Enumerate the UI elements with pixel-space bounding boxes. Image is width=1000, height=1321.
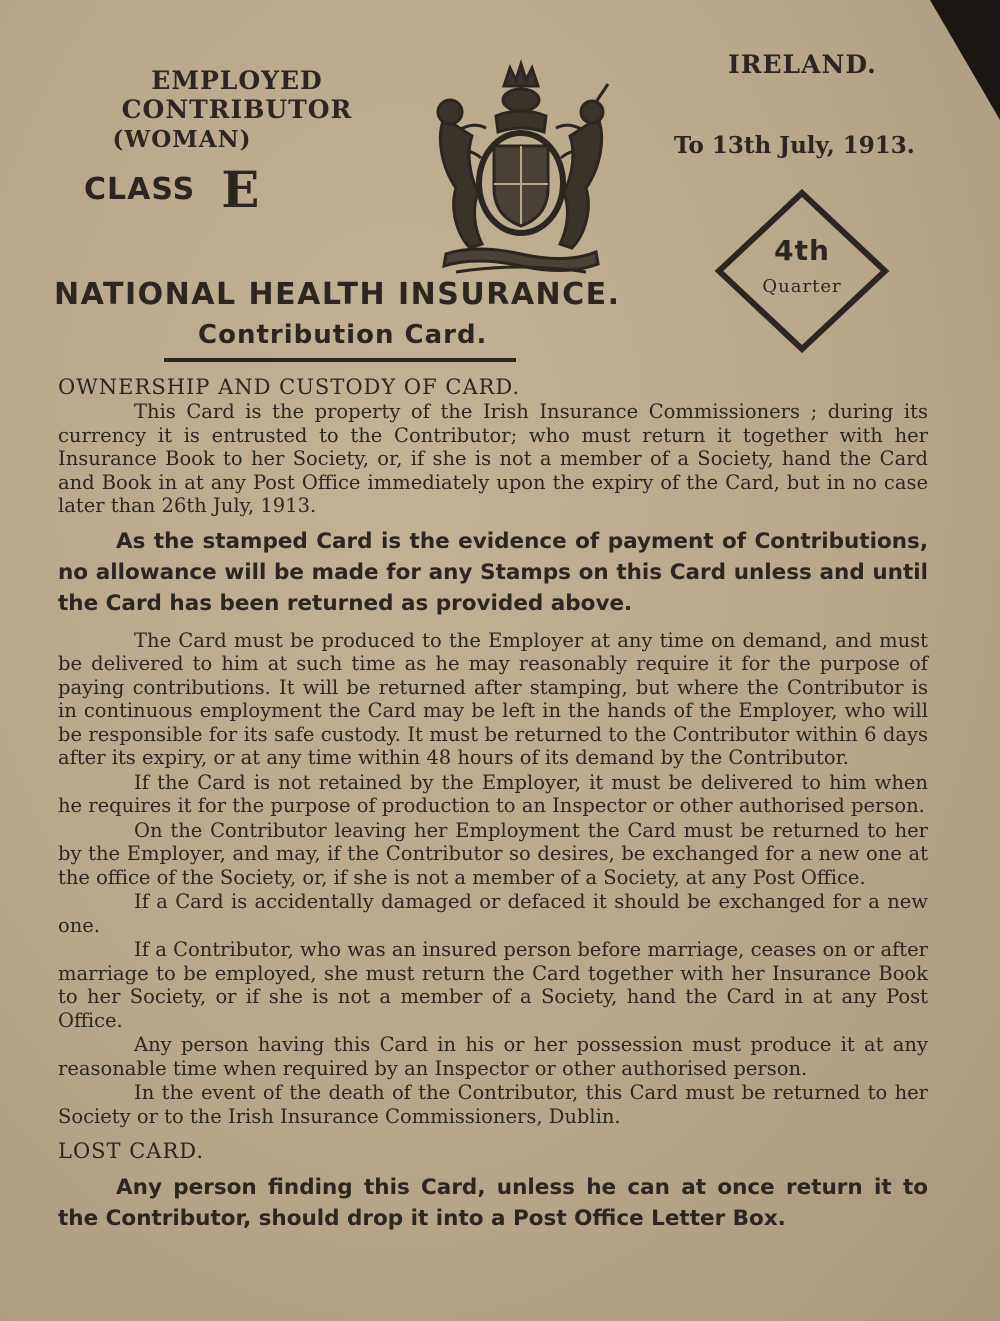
- ownership-heading: OWNERSHIP AND CUSTODY OF CARD.: [58, 375, 521, 399]
- contributor-type: [52, 66, 422, 153]
- card-subtitle: Contribution Card.: [198, 320, 488, 350]
- ownership-paragraph-6: If a Contributor, who was an insured person before marriage, ceases on or after marriage to be employed, she must return the Card together with her Insurance Book to her Society, or if she is not a member of a Society, hand the Card in at any Post Office.: [58, 938, 928, 1032]
- quarter-word: Quarter: [762, 276, 842, 297]
- ownership-paragraph-3: If the Card is not retained by the Employer, it must be delivered to him when he requires it for the purpose of production to an Inspector or other authorised person.: [58, 770, 928, 817]
- class-label: [84, 160, 259, 219]
- quarter-badge: [714, 188, 890, 354]
- ownership-paragraph-1: This Card is the property of the Irish Insurance Commissioners ; during its currency it is entrusted to the Contributor; who must return it together with her Insurance Book to her Society, or, if she is not a member of a Society, hand the Card and Book in at any Post Office immediately upon the expiry of the Card, but in no case later than 26th July, 1913.: [58, 400, 928, 517]
- royal-coat-of-arms-icon: [426, 58, 616, 278]
- lost-card-heading: LOST CARD.: [58, 1139, 205, 1163]
- ownership-paragraph-7: Any person having this Card in his or her possession must produce it at any reasonable time when required by an Inspector or other authorised person.: [58, 1033, 928, 1080]
- lost-card-notice: Any person finding this Card, unless he can at once return it to the Contributor, should drop it into a Post Office Letter Box.: [58, 1175, 928, 1231]
- validity-date: To 13th July, 1913.: [674, 132, 915, 159]
- torn-corner: [930, 0, 1000, 120]
- ownership-paragraph-8: In the event of the death of the Contributor, this Card must be returned to her Society or to the Irish Insurance Commissioners, Dublin.: [58, 1081, 928, 1128]
- ownership-paragraph-4: On the Contributor leaving her Employment the Card must be returned to her by the Employer, and may, if the Contributor so desires, be exchanged for a new one at the office of the Society, or, if she is not a member of a Society, at any Post Office.: [58, 818, 928, 889]
- title-divider: [164, 358, 516, 362]
- payment-evidence-notice: As the stamped Card is the evidence of payment of Contributions, no allowance will be made for any Stamps on this Card unless and until the Card has been returned as provided above.: [58, 528, 928, 616]
- card-body: [58, 374, 928, 1244]
- quarter-number: 4th: [774, 234, 830, 267]
- diamond-badge-icon: [714, 188, 890, 354]
- contributor-type-line2: (WOMAN): [112, 126, 252, 153]
- contributor-type-line1: EMPLOYED CONTRIBUTOR: [121, 66, 353, 124]
- ownership-paragraph-5: If a Card is accidentally damaged or defaced it should be exchanged for a new one.: [58, 890, 928, 937]
- class-letter: E: [221, 160, 260, 219]
- card-title: NATIONAL HEALTH INSURANCE.: [54, 277, 621, 312]
- class-word: CLASS: [84, 172, 196, 207]
- country: IRELAND.: [728, 50, 877, 79]
- ownership-paragraph-2: The Card must be produced to the Employer at any time on demand, and must be delivered to him at such time as he may reasonably require it for the purpose of paying contributions. It will be returned after stamping, but where the Contributor is in continuous employment the Card may be left in the hands of the Employer, who will be responsible for its safe custody. It must be returned to the Contributor within 6 days after its expiry, or at any time within 48 hours of its demand by the Contributor.: [58, 628, 928, 769]
